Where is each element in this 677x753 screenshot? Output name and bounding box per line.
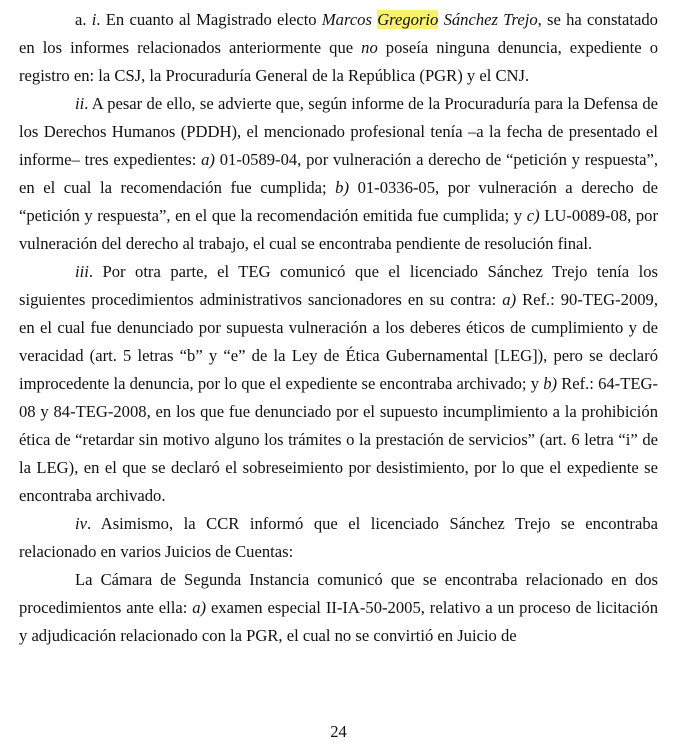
text-run: ii: [75, 94, 85, 113]
text-run: . En cuanto al Magistrado electo: [96, 10, 322, 29]
text-run: a.: [75, 10, 92, 29]
text-run: a): [201, 150, 215, 169]
paragraph-a-i: [19, 6, 658, 90]
text-run: a): [502, 290, 517, 309]
text-run: no: [361, 38, 378, 57]
text-run: . Por otra parte, el TEG comunicó que el licenciado Sánchez Trejo tenía los siguientes procedimientos administrativos sancionadores en su contra:: [19, 262, 658, 309]
text-run: La Cámara de Segunda Instancia comunicó que se encontraba relacionado en dos procedimientos ante ella:: [19, 570, 658, 617]
paragraph-iv: [19, 510, 658, 566]
text-run: c): [526, 206, 540, 225]
text-run: , se ha constatado en los informes relacionados anteriormente que: [19, 10, 658, 57]
text-run: . Asimismo, la CCR informó que el licenciado Sánchez Trejo se encontraba relacionado en varios Juicios de Cuentas:: [19, 514, 658, 561]
text-run: examen especial II-IA-50-2005, relativo a un proceso de licitación y adjudicación relacionado con la PGR, el cual no se convirtió en Juicio de: [19, 598, 658, 645]
paragraph-camara: [19, 566, 658, 650]
text-run: 01-0589-04, por vulneración a derecho de “petición y respuesta”, en el cual la recomendación fue cumplida;: [19, 150, 659, 197]
text-run: 01-0336-05, por vulneración a derecho de “petición y respuesta”, en el que la recomendación emitida fue cumplida; y: [19, 178, 658, 225]
text-run: b): [543, 374, 558, 393]
highlighted-text: Gregorio: [377, 10, 439, 29]
text-run: b): [335, 178, 349, 197]
text-run: LU-0089-08, por vulneración del derecho al trabajo, el cual se encontraba pendiente de resolución final.: [19, 206, 658, 253]
text-run: poseía ninguna denuncia, expediente o registro en: la CSJ, la Procuraduría General de la República (PGR) y el CNJ.: [19, 38, 658, 85]
text-run: a): [192, 598, 207, 617]
text-run: Ref.: 64-TEG-08 y 84-TEG-2008, en los que fue denunciado por el supuesto incumplimiento a la prohibición ética de “retardar sin motivo alguno los trámites o la prestación de servicios” (art. 6 letra “i” de la LEG), en el que se declaró el sobreseimiento por desistimiento, por lo que el expediente se encontraba archivado.: [19, 374, 658, 505]
paragraph-iii: [19, 258, 658, 510]
text-run: Ref.: 90-TEG-2009, en el cual fue denunciado por supuesta vulneración a los deberes éticos de cumplimiento y de veracidad (art. 5 letras “b” y “e” de la Ley de Ética Gubernamental [LEG]), pero se declaró improcedente la denuncia, por lo que el expediente se encontraba archivado; y: [19, 290, 658, 393]
text-run: Marcos: [321, 10, 378, 29]
body-text: [19, 6, 658, 650]
page-number: 24: [330, 722, 347, 741]
text-run: iv: [75, 514, 87, 533]
text-run: . A pesar de ello, se advierte que, según informe de la Procuraduría para la Defensa de los Derechos Humanos (PDDH), el mencionado profesional tenía –a la fecha de presentado el informe– tres expedientes:: [19, 94, 658, 169]
text-run: iii: [75, 262, 89, 281]
text-run: i: [91, 10, 97, 29]
text-run: Sánchez Trejo: [438, 10, 538, 29]
paragraph-ii: [19, 90, 658, 258]
